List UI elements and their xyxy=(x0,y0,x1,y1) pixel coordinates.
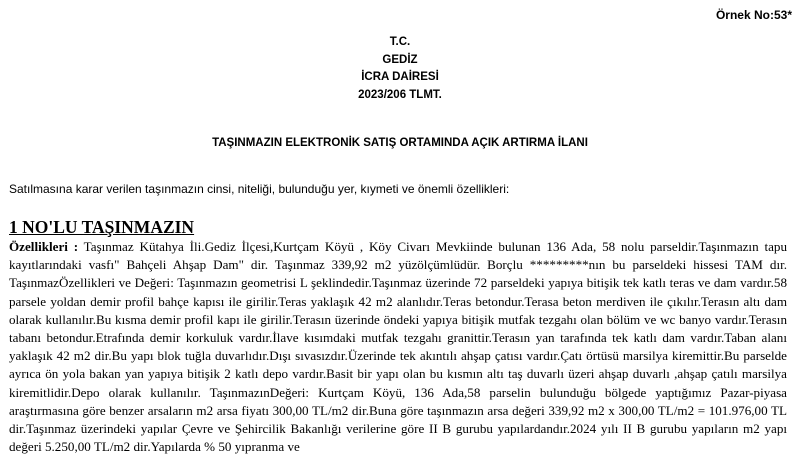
header-case-number: 2023/206 TLMT. xyxy=(358,88,442,101)
property-heading: 1 NO'LU TAŞINMAZIN xyxy=(9,217,195,237)
header-republic: T.C. xyxy=(389,36,411,48)
property-features-text: Taşınmaz Kütahya İli.Gediz İlçesi,Kurtçam Köyü , Köy Civarı Mevkiinde bulunan 136 Ada, 58 nolu parseldir.Taşınmazın tapu kayıtlarındaki vasfı" Bahçeli Ahşap Dam" dir. Taşınmaz 339,92 m2 yüzölçümlüdür. Borçlu *********nın bu parseldeki hissesi TAM dır. TaşınmazÖzellikleri ve Değeri: Taşınmazın geometrisi L şeklindedir.Taşınmaz üzerinde 72 parseldeki yapıya bitişik tek katlı teras ve dam vardır.58 parsele yoldan demir profil bahçe kapısı ile girilir.Teras yaklaşık 42 m2 alanlıdır.Teras betondur.Terasa beton merdiven ile çıkılır.Terasın altı dam olarak kullanılır.Bu kısma demir profil kapı ile girilir.Terasın üzerinde öndeki yapıya bitişik mutfak tezgahı olan bölüm ve wc banyo vardır.Terasın tabanı betondur.Etrafında demir korkuluk vardır.İlave kısımdaki mutfak tezgahı granittir.Terasın yan tarafında tek katlı dam vardır.Taban alanı yaklaşık 42 m2 dir.Bu yapı blok tuğla duvarlıdır.Dışı sıvasızdır.Üzerinde tek akıntılı ahşap çatısı vardır.Çatı örtüsü marsilya kiremittir.Bu parselde ayrıca ön yola bakan yan yapıya bitişik 2 katlı depo vardır.Basit bir yapı olan bu kısmın altı taş duvarlı üzeri ahşap duvarlı ,ahşap çatılı marsilya kiremitlidir.Depo olarak kullanılır. TaşınmazınDeğeri: Kurtçam Köyü, 136 Ada,58 parselin bulunduğu bölgede yaptığımız Pazar-piyasa araştırmasına göre benzer arsaların m2 arsa fiyatı 300,00 TL/m2 dir.Buna göre taşınmazın arsa değeri 339,92 m2 x 300,00 TL/m2 = 101.976,00 TL dir.Taşınmaz üzerindeki yapılar Çevre ve Şehircilik Bakanlığı verilerine göre II B gurubu yapılardandır.2024 yılı II B gurubu yapıların m2 yapı değeri 5.250,00 TL/m2 dir.Yapılarda % 50 yıpranma ve xyxy=(9,239,787,455)
intro-text: Satılmasına karar verilen taşınmazın cinsi, niteliği, bulunduğu yer, kıymeti ve önemli özellikleri: xyxy=(9,182,510,196)
property-features-label: Özellikleri : xyxy=(9,239,79,254)
header-office: İCRA DAİRESİ xyxy=(361,71,439,83)
sample-number: Örnek No:53* xyxy=(715,8,792,22)
header-district: GEDİZ xyxy=(382,53,418,66)
document-header xyxy=(0,34,800,104)
property-description xyxy=(9,238,787,456)
notice-title: TAŞINMAZIN ELEKTRONİK SATIŞ ORTAMINDA AÇIK ARTIRMA İLANI xyxy=(212,137,588,149)
